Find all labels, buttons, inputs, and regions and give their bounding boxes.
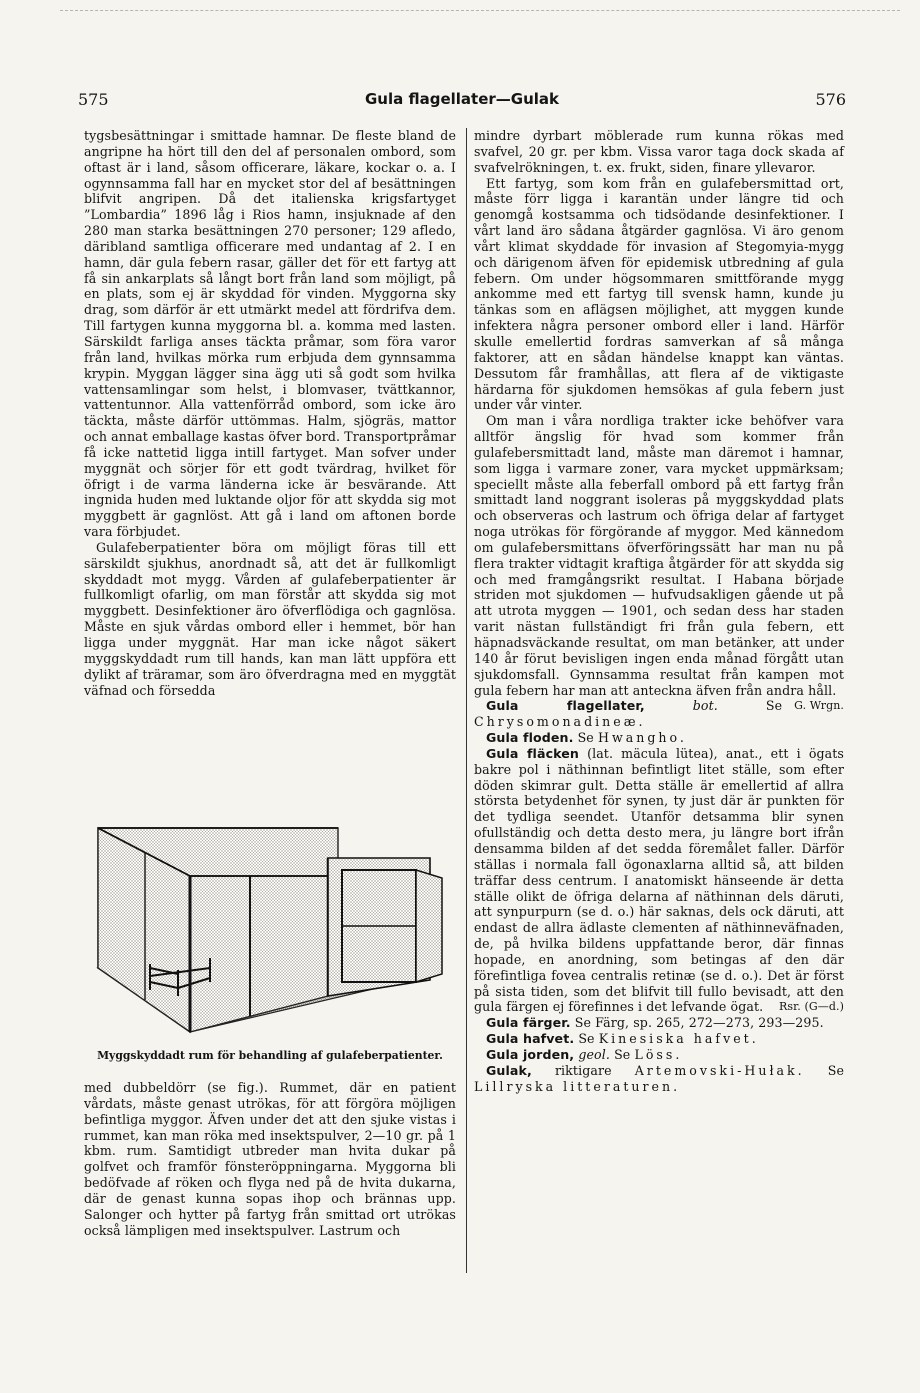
cross-reference[interactable]: Lillryska litteraturen. [474, 1078, 681, 1094]
entry-text: Se [577, 730, 594, 746]
column-divider [466, 128, 467, 1273]
top-scan-rule [60, 10, 900, 11]
figure-caption: Myggskyddadt rum för behandling af gulafeberpatienter. [97, 1049, 443, 1062]
running-title: Gula flagellater—Gulak [364, 90, 559, 108]
entry-text: Se [765, 698, 783, 714]
paragraph-text: Om man i våra nordliga trakter icke behöfver vara alltför ängslig för hvad som kommer från gulafebersmittadt land, måste man däremot i hamnar, som ligga i varmare zoner, vara mycket uppmärksam; speciellt måste alla feberfall ombord på ett fartyg från smittadt land noggrant isoleras på myggskyddad plats och observeras och lastrum och öfriga delar af fartyget noga utrökas för förgörande af myggor. Med kännedom om gulafebersmittans öfverföringssätt har man nu på flera trakter vidtagit kraftiga åtgärder för att skydda sig och med framgångsrikt resultat. I Habana började striden mot sjukdomen — hufvudsakligen gående ut på att utrota myggen — 1901, och sedan dess har staden varit nästan fullständigt fri från gula febern, ett häpnadsväckande resultat, om man betänker, att under 140 år förut bevisligen ingen enda månad förgått utan sjukdomsfall. Gynnsamma resultat från kampen mot gula febern har man att anteckna äfven från andra håll. [474, 413, 844, 698]
page-number-right: 576 [815, 90, 846, 109]
page-number-left: 575 [78, 90, 109, 109]
paragraph: Gulafeberpatienter böra om möjligt föras till ett särskildt sjukhus, anordnadt så, att det är fullkomligt skyddadt mot mygg. Vården af gulafeberpatienter är fullkomligt ofarlig, om man förstår att skydda sig mot myggbett. Desinfektioner äro öfverflödiga och gagnlösa. Måste en sjuk vårdas ombord eller i hemmet, bör han ligga under myggnät. Har man icke något säkert myggskyddadt rum till hands, kan man lätt uppföra ett dylikt af träramar, som äro öfverdragna med en myggtät väfnad och försedda [84, 539, 456, 698]
entry-field: geol. [578, 1046, 610, 1062]
entry-gula-floden [474, 730, 844, 746]
cross-reference[interactable]: Kinesiska hafvet. [598, 1031, 759, 1047]
cross-reference[interactable]: Hwangho. [597, 730, 687, 746]
paragraph: mindre dyrbart möblerade rum kunna rökas med svafvel, 20 gr. per kbm. Vissa varor taga dock skada af svafvelrökningen, t. ex. frukt, siden, finare yllevaror. [474, 128, 844, 175]
entry-headword: Gula flagellater, [486, 698, 645, 714]
author-signature: G. Wrgn. [794, 699, 844, 713]
entry-text: Se Färg, sp. 265, 272—273, 293—295. [574, 1015, 824, 1031]
cross-reference[interactable]: Artemovski-Hułak. [634, 1062, 805, 1078]
mosquito-room-figure [90, 818, 452, 1048]
left-column-continued [84, 1080, 456, 1238]
entry-text: Se [827, 1062, 844, 1078]
running-header [78, 90, 846, 114]
entry-gula-farger [474, 1015, 844, 1031]
entry-field: bot. [692, 698, 718, 714]
entry-gula-jorden [474, 1047, 844, 1063]
paragraph: tygsbesättningar i smittade hamnar. De fleste bland de angripne ha hört till den del af personalen ombord, som oftast är i land, såsom officerare, läkare, kockar o. a. I ogynnsamma fall har en mycket stor del af besättningen blifvit angripen. Då det italienska krigsfartyget ”Lombardia” 1896 låg i Rios hamn, insjuknade af den 280 man starka besättningen 270 personer; 129 afledo, däribland samtliga officerare med undantag af 2. I en hamn, där gula febern rasar, gäller det för ett fartyg att få sin ankarplats så långt bort från land som möjligt, på en plats, som ej är skyddad för vinden. Myggorna sky drag, som därför är ett utmärkt medel att fördrifva dem. Till fartygen kunna myggorna bl. a. komma med lasten. Särskildt farliga anses täckta pråmar, som föra varor från land, hvilkas mörka rum erbjuda dem gynnsamma krypin. Myggan lägger sina ägg uti så godt som hvilka vattensamlingar som helst, i blomvaser, tvättkannor, vattentunnor. Alla vattenförråd ombord, som icke äro täckta, måste därför uttömmas. Halm, sjögräs, mattor och annat emballage kastas öfver bord. Transportpråmar få icke nattetid ligga intill fartyget. Man sofver under myggnät och sörjer för ett godt tvärdrag, hvilket för öfrigt i de varma länderna icke är besvärande. Att ingnida huden med luktande oljor för att skydda sig mot myggbett är gagnlöst. Att gå i land om aftonen borde vara förbjudet. [84, 128, 456, 540]
entry-text: Se [614, 1046, 631, 1062]
entry-gulak [474, 1063, 844, 1095]
entry-headword: Gula floden. [486, 730, 574, 746]
left-column [84, 128, 456, 698]
entry-gula-flacken [474, 746, 844, 1015]
entry-headword: Gula fläcken [486, 745, 579, 761]
cross-reference[interactable]: Löss. [634, 1046, 683, 1062]
mosquito-room-illustration [90, 818, 452, 1048]
entry-gula-hafvet [474, 1031, 844, 1047]
entry-text: Se [578, 1031, 595, 1047]
paragraph: Ett fartyg, som kom från en gulafebersmittad ort, måste förr ligga i karantän under längre tid och genomgå kostsamma och tidsödande desinfektioner. I vårt land äro sådana åtgärder gagnlösa. Vi äro genom vårt klimat skyddade för invasion af Stegomyia-mygg och därigenom äfven för epidemisk utbredning af gula febern. Om under högsommaren smittförande mygg ankomme med ett fartyg till svensk hamn, kunde ju tänkas som en aflägsen möjlighet, att myggen kunde infektera några personer ombord eller i land. Härför skulle emellertid fordras samverkan af så många faktorer, att en sådan händelse knappt kan väntas. Dessutom får framhållas, att flera af de viktigaste härdarna för sjukdomen hemsökas af gula febern just under vår vinter. [474, 175, 844, 413]
entry-headword: Gula jorden, [486, 1046, 575, 1062]
entry-headword: Gula färger. [486, 1015, 571, 1031]
entry-headword: Gula hafvet. [486, 1031, 575, 1047]
paragraph: med dubbeldörr (se fig.). Rummet, där en patient vårdats, måste genast utrökas, för att förgöra möjligen befintliga myggor. Äfven under det att den sjuke vistas i rummet, kan man röka med insektspulver, 2—10 gr. på 1 kbm. rum. Samtidigt utbreder man hvita dukar på golfvet och framför fönsteröppningarna. Myggorna bli bedöfvade af röken och flyga ned på de hvita dukarna, där de genast kunna sopas ihop och brännas upp. Salonger och hytter på fartyg från smittad ort utrökas också lämpligen med insektspulver. Lastrum och [84, 1080, 456, 1238]
cross-reference[interactable]: Chrysomonadineæ. [474, 714, 646, 730]
entry-headword: Gulak, [486, 1062, 532, 1078]
entry-text: (lat. mäcula lütea), anat., ett i ögats bakre pol i näthinnan befintligt litet ställe, som efter döden skimrar gult. Detta ställe är emellertid af allra största betydenhet för synen, ty just där är punkten för det tydliga seendet. Utanför detsamma blir synen ofullständig och detta desto mera, ju längre bort ifrån densamma bilden af det sedda föremålet faller. Därför ställas i normala fall ögonaxlarna alltid så, att bilden träffar dess centrum. I anatomiskt hänseende är detta ställe olikt de öfriga delarna af näthinnan dels däruti, att synpurpurn (se d. o.) här saknas, dels ock däruti, att endast de allra ädlaste clementen af näthinneväfnaden, de, på hvilka bildens uppfattande beror, där finnas hopade, en anordning, som betingas af den där förefintliga fovea centralis retinæ (se d. o.). Det är först på sista tiden, som det blifvit till fullo bevisadt, att den gula färgen ej förefinnes i det lefvande ögat. [474, 745, 844, 1015]
entry-text: riktigare [554, 1062, 612, 1078]
right-column [474, 128, 844, 1094]
author-signature: Rsr. (G—d.) [779, 1000, 844, 1014]
